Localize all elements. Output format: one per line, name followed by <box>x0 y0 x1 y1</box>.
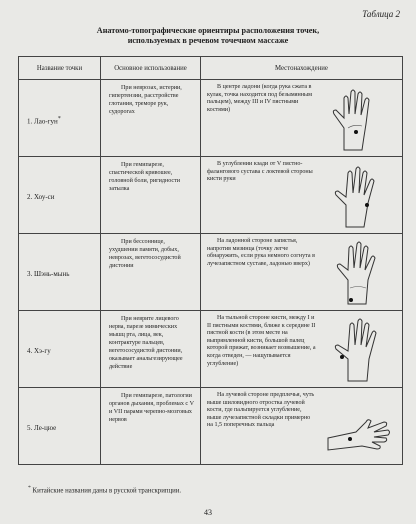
footnote-text: Китайские названия даны в русской транскрипции. <box>32 487 182 495</box>
location-text: На ладонной стороне запястья, напротив мизинца (точку легче обнаружить, если рука немного согнута в лучезапястном суставе, ладонью вверх) <box>207 238 315 267</box>
back-of-hand-illustration <box>326 315 392 383</box>
point-name-cell <box>19 157 101 234</box>
palm-up-hand-illustration <box>326 84 392 152</box>
location-cell <box>201 311 403 388</box>
point-name: 2. Хоу-си <box>27 193 55 201</box>
table-header-row <box>19 57 403 80</box>
use-text: При неврозах, истерии, гипертензии, расстройстве глотания, треморе рук, судорогах <box>109 85 182 115</box>
acupoint-marker <box>354 130 358 134</box>
location-cell <box>201 80 403 157</box>
use-text: При гемипарезе, спастической кривошее, головной боли, ригидности затылка <box>109 162 181 192</box>
acupoint-marker <box>348 437 352 441</box>
table-label: Таблица 2 <box>362 9 400 19</box>
use-cell <box>101 80 201 157</box>
table-row <box>19 80 403 157</box>
point-name: 3. Шэнь-мынь <box>27 270 70 278</box>
header-location: Местонахождение <box>201 57 403 80</box>
table-row <box>19 388 403 465</box>
acupoint-marker <box>340 355 344 359</box>
location-text: В углублении кзади от V пястно-фалангового сустава с локтевой стороны кисти руки <box>207 161 313 183</box>
location-text: На тыльной стороне кисти, между I и II пястными костями, ближе к середине II пястной кости (в этом месте на выпрямленной кисти, большой палец которой прижат, возникает возвышение, а когда отведен, — нащупывается углубление) <box>207 315 316 367</box>
point-name-cell <box>19 311 101 388</box>
forearm-hand-illustration <box>326 392 392 460</box>
use-text: При бессоннице, ухудшении памяти, добых, неврозах, вегетососудистой дистонии <box>109 239 181 269</box>
page-number: 43 <box>204 508 212 517</box>
table-row <box>19 311 403 388</box>
point-name <box>19 80 100 125</box>
table-row <box>19 157 403 234</box>
use-cell <box>101 157 201 234</box>
point-name-cell <box>19 234 101 311</box>
acupoint-marker <box>365 203 369 207</box>
point-name-cell <box>19 80 101 157</box>
acupoint-table <box>18 56 403 465</box>
use-cell <box>101 234 201 311</box>
use-cell <box>101 311 201 388</box>
use-text: При неврите лицевого нерва, парезе мимических мышц рта, лица, век, контрактуре пальцев, вегетососудистой дистонии, оказывает анальгезирующее действие <box>109 316 183 370</box>
point-name: 4. Хэ-гу <box>27 347 51 355</box>
point-name-text: 1. Лао-гун <box>27 117 58 126</box>
table-row <box>19 234 403 311</box>
location-cell <box>201 157 403 234</box>
use-text: При гемипарезе, патологии органов дыхания, проблемах с V и VII парами черепно-мозговых нервов <box>109 393 194 423</box>
header-use: Основное использование <box>101 57 201 80</box>
header-name: Название точки <box>19 57 101 80</box>
table-title <box>40 26 376 46</box>
title-line-1: Анатомо-топографические ориентиры расположения точек, <box>96 26 320 35</box>
side-hand-illustration <box>326 161 392 229</box>
palm-wrist-illustration <box>326 238 392 306</box>
location-cell <box>201 234 403 311</box>
point-name: 5. Ле-цюе <box>27 424 57 432</box>
footnote <box>28 485 181 494</box>
location-cell <box>201 388 403 465</box>
title-line-2: используемых в речевом точечном массаже <box>127 36 289 45</box>
use-cell <box>101 388 201 465</box>
footnote-mark: * <box>28 485 31 491</box>
location-text: На лучевой стороне предплечья, чуть выше шиловидного отростка лучевой кости, где пальпируется углубление, выше лучезапястной складки примерно на 1,5 поперечных пальца <box>207 392 315 429</box>
location-text: В центре ладони (когда рука сжата в кулак, точка находится под безымянным пальцем), между III и IV пястными костями) <box>207 84 313 113</box>
footnote-ref: * <box>57 116 61 122</box>
acupoint-marker <box>349 298 353 302</box>
point-name-cell <box>19 388 101 465</box>
